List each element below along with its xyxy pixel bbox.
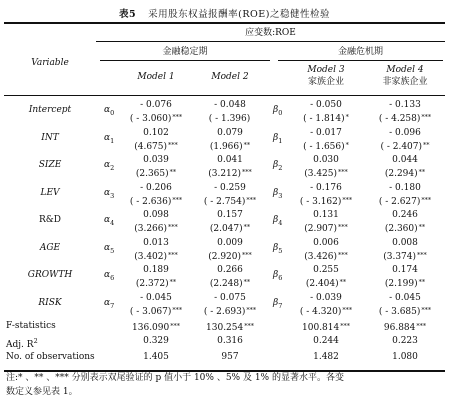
significance-stars: **	[423, 140, 430, 149]
coefficient-value: - 0.206	[140, 182, 172, 193]
beta-coefficient-symbol: $\beta_0$	[273, 105, 283, 117]
significance-stars: *	[345, 113, 349, 121]
beta-subscript: 7	[278, 301, 283, 310]
t-statistic	[193, 140, 267, 153]
coefficient-value: - 0.076	[140, 100, 172, 110]
variable-name: INT	[41, 132, 59, 143]
table-number: 表5	[119, 9, 137, 20]
beta-coefficient-symbol: $\beta_4$	[273, 215, 283, 227]
variable-name: AGE	[39, 242, 61, 253]
variable-name: RISK	[38, 297, 62, 308]
t-statistic-value: (3.266)	[134, 224, 168, 234]
significance-stars: ***	[170, 322, 180, 330]
alpha-subscript: 3	[110, 191, 115, 200]
coefficient-value: 0.246	[392, 210, 418, 220]
t-statistic-value: (2.199)	[384, 279, 418, 289]
coefficient-value: - 0.045	[389, 292, 421, 303]
coefficient-value: - 0.039	[310, 292, 342, 303]
t-statistic	[368, 195, 442, 208]
statistic-value	[368, 352, 442, 363]
statistic-value	[119, 321, 193, 334]
significance-stars: ***	[342, 195, 353, 204]
t-statistic-value: (2.248)	[209, 279, 243, 289]
alpha-coefficient-symbol: $\alpha_5$	[104, 242, 115, 255]
alpha-coefficient-symbol: $\alpha_0$	[104, 105, 115, 117]
t-statistic	[289, 305, 363, 318]
model-3-header: Model 3	[307, 65, 345, 75]
t-statistic-value: ( - 2.407)	[380, 141, 423, 152]
alpha-subscript: 5	[110, 246, 115, 255]
significance-stars: ***	[338, 168, 348, 176]
significance-stars: ***	[168, 250, 178, 259]
statistic-value	[193, 321, 267, 334]
t-statistic	[289, 112, 363, 125]
t-statistic-value: (2.372)	[135, 279, 169, 289]
model-1-header: Model 1	[137, 72, 175, 82]
beta-subscript: 6	[278, 273, 283, 282]
variable-name: SIZE	[38, 160, 62, 170]
alpha-coefficient-symbol: $\alpha_1$	[104, 132, 115, 145]
coefficient-value: 0.079	[217, 127, 243, 138]
alpha-subscript: 4	[110, 218, 115, 227]
alpha-subscript: 2	[110, 163, 115, 172]
model-2-header: Model 2	[211, 72, 249, 82]
t-statistic-value: ( - 4.258)	[378, 114, 421, 124]
coefficient-value: - 0.045	[140, 292, 172, 303]
variable-name: R&D	[38, 215, 61, 225]
t-statistic-value: ( - 4.320)	[299, 306, 342, 317]
coefficient-value: - 0.017	[310, 127, 342, 138]
coefficient-value: - 0.180	[389, 182, 421, 193]
coefficient-value: 0.157	[217, 210, 243, 220]
significance-stars: ***	[172, 305, 183, 314]
t-statistic	[368, 112, 442, 125]
coefficient-value: 0.044	[392, 155, 418, 165]
statistic-value-text: 0.223	[392, 336, 418, 346]
coefficient-value: 0.174	[392, 265, 418, 275]
t-statistic	[193, 112, 267, 125]
t-statistic-value: (2.907)	[304, 224, 338, 234]
statistic-value-text: 0.329	[143, 336, 169, 346]
t-statistic	[193, 195, 267, 208]
statistic-value	[289, 336, 363, 347]
t-statistic-value: ( - 2.627)	[378, 196, 421, 207]
crisis-period-header: 金融危机期	[337, 47, 383, 57]
t-statistic-value: ( - 2.693)	[203, 306, 246, 317]
t-statistic	[193, 167, 267, 180]
significance-stars: **	[418, 278, 426, 286]
table-note-line-2: 数定义参见表 1。	[6, 387, 78, 397]
beta-subscript: 3	[278, 191, 283, 200]
t-statistic-value: (2.365)	[135, 169, 169, 179]
significance-stars: ***	[244, 322, 254, 330]
coefficient-value: 0.008	[392, 237, 418, 248]
t-statistic-value: ( - 3.685)	[378, 306, 421, 317]
statistic-value	[289, 352, 363, 363]
significance-stars: ***	[421, 305, 432, 314]
t-statistic-value: ( - 3.067)	[129, 306, 172, 317]
beta-coefficient-symbol: $\beta_5$	[273, 242, 283, 255]
t-statistic-value: (3.402)	[134, 251, 168, 262]
significance-stars: ***	[168, 140, 178, 149]
table-note	[6, 371, 444, 399]
statistic-value-text: 0.244	[313, 336, 339, 346]
stable-period-rule	[100, 60, 270, 61]
beta-subscript: 4	[278, 218, 283, 227]
variable-name: Intercept	[28, 105, 72, 115]
significance-stars: ***	[242, 250, 252, 259]
significance-stars: **	[243, 223, 251, 231]
variable-header: Variable	[31, 58, 69, 68]
significance-stars: ***	[338, 250, 348, 259]
coefficient-value: - 0.075	[214, 292, 246, 303]
alpha-subscript: 0	[110, 108, 115, 117]
statistic-label-text: No. of observations	[6, 352, 95, 362]
statistic-value-text: 957	[221, 352, 239, 362]
t-statistic-value: ( - 3.162)	[299, 196, 342, 207]
t-statistic	[289, 167, 363, 180]
significance-stars: ***	[421, 195, 432, 204]
beta-coefficient-symbol: $\beta_3$	[273, 187, 283, 200]
stable-period-header: 金融稳定期	[162, 47, 208, 57]
significance-stars: ***	[340, 322, 350, 330]
significance-stars: ***	[242, 168, 252, 176]
coefficient-value: 0.098	[143, 210, 169, 220]
t-statistic	[368, 167, 442, 180]
t-statistic-value: (4.675)	[134, 141, 168, 152]
t-statistic-value: (2.404)	[305, 279, 339, 289]
coefficient-value: 0.102	[143, 127, 169, 138]
beta-coefficient-symbol: $\beta_7$	[273, 297, 283, 310]
significance-stars: ***	[421, 113, 432, 121]
coefficient-value: 0.041	[217, 155, 243, 165]
t-statistic-value: ( - 1.656)	[303, 141, 345, 152]
t-statistic	[119, 167, 193, 180]
table-note-line-1: 注:* 、** 、*** 分别表示双尾验证的 p 值小于 10% 、5% 及 1% 的显著水平。各变	[6, 373, 344, 383]
statistic-value	[368, 321, 442, 334]
coefficient-value: 0.013	[143, 237, 169, 248]
significance-stars: **	[418, 168, 426, 176]
coefficient-value: - 0.096	[389, 127, 421, 138]
t-statistic	[119, 305, 193, 318]
t-statistic-value: ( - 1.814)	[303, 114, 345, 124]
t-statistic	[193, 222, 267, 235]
t-statistic	[193, 305, 267, 318]
statistic-value-text: 130.254	[206, 323, 244, 333]
coefficient-value: - 0.133	[389, 100, 421, 110]
statistic-value-text: 1.405	[143, 352, 169, 362]
t-statistic-value: (3.374)	[383, 251, 417, 262]
crisis-period-rule	[278, 60, 443, 61]
significance-stars: ***	[246, 305, 257, 314]
t-statistic	[368, 222, 442, 235]
significance-stars: ***	[246, 195, 257, 204]
significance-stars: ***	[417, 250, 427, 259]
header-rule	[4, 95, 445, 96]
t-statistic-value: (3.425)	[304, 169, 338, 179]
alpha-subscript: 7	[110, 301, 115, 310]
t-statistic	[368, 250, 442, 263]
statistic-label-text: Adj. R	[6, 340, 34, 350]
t-statistic-value: (3.426)	[304, 251, 338, 262]
beta-subscript: 2	[278, 163, 283, 172]
t-statistic	[368, 140, 442, 153]
t-statistic-value: (3.212)	[208, 169, 242, 179]
significance-stars: *	[345, 140, 349, 149]
significance-stars: ***	[172, 113, 183, 121]
alpha-coefficient-symbol: $\alpha_7$	[104, 297, 115, 310]
coefficient-value: 0.030	[313, 155, 339, 165]
model-4-header: Model 4	[386, 65, 424, 75]
t-statistic	[119, 250, 193, 263]
statistic-value	[193, 352, 267, 363]
t-statistic	[119, 112, 193, 125]
alpha-subscript: 1	[110, 136, 115, 145]
t-statistic	[193, 250, 267, 263]
significance-stars: **	[243, 278, 251, 286]
t-statistic-value: (2.047)	[209, 224, 243, 234]
significance-stars: **	[339, 278, 347, 286]
t-statistic	[119, 140, 193, 153]
coefficient-value: - 0.259	[214, 182, 246, 193]
t-statistic	[119, 222, 193, 235]
table-title: 采用股东权益报酬率(ROE)之稳健性检验	[148, 9, 330, 20]
dependent-rule	[96, 41, 445, 42]
t-statistic	[368, 305, 442, 318]
significance-stars: ***	[342, 305, 353, 314]
t-statistic	[368, 277, 442, 290]
significance-stars: ***	[172, 195, 183, 204]
t-statistic-value: ( - 2.754)	[203, 196, 246, 207]
statistic-value-text: 100.814	[302, 323, 340, 333]
beta-coefficient-symbol: $\beta_6$	[273, 270, 283, 282]
t-statistic-value: (2.920)	[208, 251, 242, 262]
coefficient-value: - 0.048	[214, 100, 246, 110]
alpha-coefficient-symbol: $\alpha_4$	[104, 215, 115, 227]
t-statistic	[119, 277, 193, 290]
coefficient-value: 0.131	[313, 210, 339, 220]
beta-coefficient-symbol: $\beta_2$	[273, 160, 283, 172]
statistic-value	[193, 336, 267, 347]
beta-subscript: 5	[278, 246, 283, 255]
statistic-value	[119, 336, 193, 347]
beta-subscript: 0	[278, 108, 283, 117]
t-statistic-value: (2.360)	[384, 224, 418, 234]
variable-name: LEV	[40, 187, 60, 198]
alpha-coefficient-symbol: $\alpha_6$	[104, 270, 115, 282]
statistic-value	[368, 336, 442, 347]
alpha-coefficient-symbol: $\alpha_3$	[104, 187, 115, 200]
statistic-label	[6, 352, 95, 363]
statistic-value	[289, 321, 363, 334]
coefficient-value: - 0.176	[310, 182, 342, 193]
t-statistic	[289, 140, 363, 153]
table-caption	[0, 6, 449, 20]
coefficient-value: 0.266	[217, 265, 243, 275]
significance-stars: ***	[416, 322, 427, 330]
t-statistic	[289, 195, 363, 208]
t-statistic	[289, 222, 363, 235]
significance-stars: **	[243, 140, 251, 149]
coefficient-value: 0.189	[143, 265, 169, 275]
t-statistic	[289, 277, 363, 290]
top-rule	[4, 22, 445, 24]
statistic-value-text: 136.090	[132, 323, 170, 333]
statistic-value-text: 96.884	[383, 323, 416, 333]
statistic-value-text: 1.080	[392, 352, 418, 362]
statistic-label	[6, 336, 38, 351]
alpha-coefficient-symbol: $\alpha_2$	[104, 160, 115, 172]
t-statistic-value: (1.966)	[209, 141, 243, 152]
significance-stars: ***	[168, 223, 178, 231]
coefficient-value: - 0.050	[310, 100, 342, 110]
statistic-label-superscript: 2	[33, 337, 38, 345]
t-statistic	[289, 250, 363, 263]
beta-subscript: 1	[278, 136, 283, 145]
t-statistic-value: ( - 2.636)	[129, 196, 172, 207]
t-statistic	[119, 195, 193, 208]
significance-stars: **	[418, 223, 426, 231]
coefficient-value: 0.006	[313, 237, 339, 248]
statistic-value	[119, 352, 193, 363]
coefficient-value: 0.255	[313, 265, 339, 275]
statistic-label	[6, 321, 56, 332]
t-statistic-value: ( - 1.396)	[208, 114, 251, 124]
significance-stars: **	[169, 278, 177, 286]
variable-name: GROWTH	[27, 270, 73, 280]
model-4-subheader: 非家族企业	[382, 77, 428, 87]
alpha-subscript: 6	[110, 273, 115, 282]
coefficient-value: 0.009	[217, 237, 243, 248]
t-statistic	[193, 277, 267, 290]
significance-stars: ***	[338, 223, 348, 231]
coefficient-value: 0.039	[143, 155, 169, 165]
dependent-variable-header: 应变数:ROE	[245, 28, 296, 38]
statistic-value-text: 0.316	[217, 336, 243, 346]
t-statistic-value: ( - 3.060)	[129, 114, 172, 124]
t-statistic-value: (2.294)	[384, 169, 418, 179]
beta-coefficient-symbol: $\beta_1$	[273, 132, 283, 145]
model-3-subheader: 家族企业	[307, 77, 344, 87]
statistic-label-text: F-statistics	[6, 321, 56, 331]
statistic-value-text: 1.482	[313, 352, 339, 362]
significance-stars: **	[169, 168, 177, 176]
